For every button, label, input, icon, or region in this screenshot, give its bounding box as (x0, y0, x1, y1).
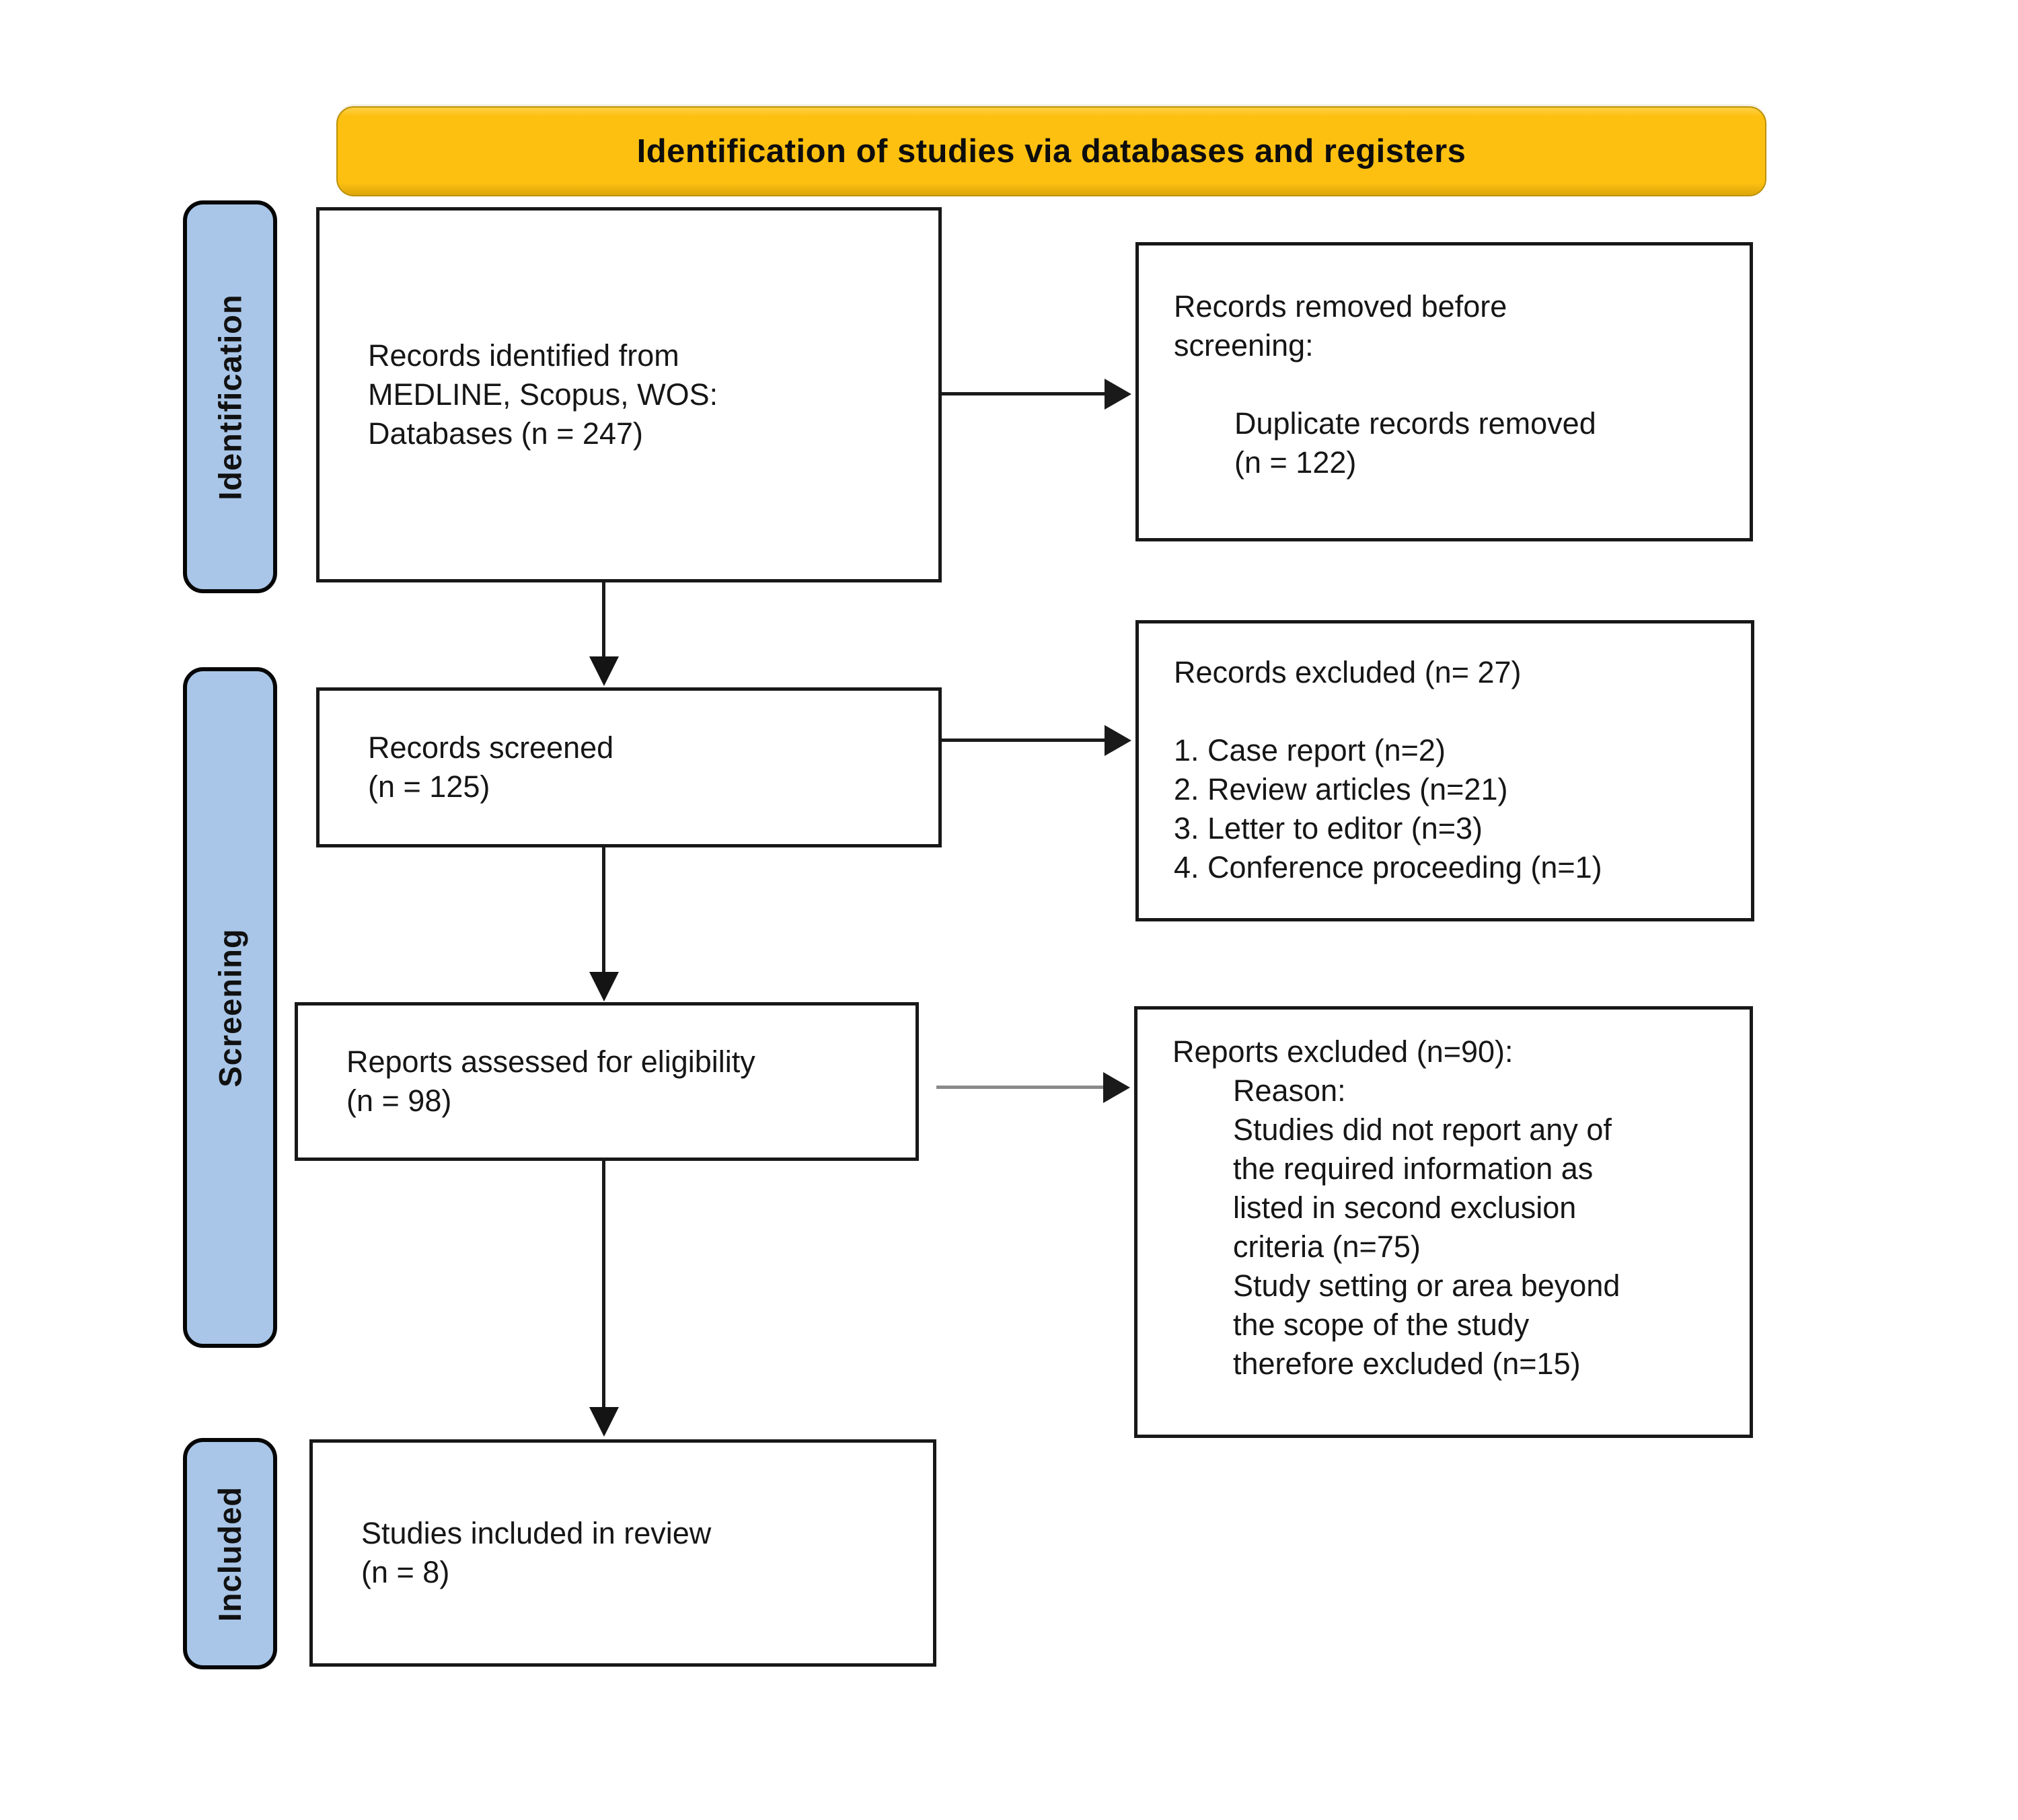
reports-assessed-line: (n = 98) (346, 1084, 452, 1118)
records-excluded-box (1135, 620, 1754, 921)
studies-included-line: (n = 8) (361, 1555, 450, 1589)
reports-excluded-subline: Reason: (1233, 1073, 1346, 1108)
arrow-right-identified-to-removed (942, 392, 1105, 395)
records-identified-line: MEDLINE, Scopus, WOS: (368, 377, 718, 412)
records-identified-line: Databases (n = 247) (368, 416, 643, 451)
arrow-down-screened-to-assessed (602, 847, 605, 972)
reports-excluded-subline: the required information as (1233, 1151, 1594, 1186)
reports-excluded-subline: therefore excluded (n=15) (1233, 1347, 1581, 1381)
studies-included-line: Studies included in review (361, 1516, 712, 1550)
stage-identification-label: Identification (212, 293, 248, 500)
records-excluded-item: 2. Review articles (n=21) (1174, 772, 1508, 806)
arrow-right-screened-to-excluded (942, 738, 1105, 742)
stage-screening-label: Screening (212, 927, 248, 1088)
stage-included (183, 1438, 277, 1669)
reports-excluded-subline: Study setting or area beyond (1233, 1268, 1620, 1303)
arrow-right-assessed-to-excluded (936, 1086, 1103, 1089)
records-identified-box (316, 207, 942, 582)
reports-assessed-box (295, 1002, 919, 1161)
header-banner-label: Identification of studies via databases and registers (636, 133, 1466, 169)
records-removed-subline: (n = 122) (1234, 445, 1357, 480)
records-excluded-item: 1. Case report (n=2) (1174, 733, 1446, 767)
reports-excluded-subline: listed in second exclusion (1233, 1190, 1577, 1225)
records-screened-box (316, 687, 942, 847)
reports-excluded-subline: the scope of the study (1233, 1307, 1530, 1342)
studies-included-box (309, 1439, 936, 1667)
records-removed-line: screening: (1174, 328, 1314, 363)
records-removed-line: Records removed before (1174, 289, 1507, 324)
stage-screening (183, 667, 277, 1348)
records-identified-line: Records identified from (368, 338, 679, 373)
records-excluded-title: Records excluded (n= 27) (1174, 655, 1522, 689)
records-excluded-item: 3. Letter to editor (n=3) (1174, 811, 1483, 845)
spacer (1174, 692, 1737, 731)
stage-included-label: Included (212, 1486, 248, 1622)
reports-excluded-subline: criteria (n=75) (1233, 1229, 1421, 1264)
reports-excluded-title: Reports excluded (n=90): (1172, 1034, 1514, 1069)
reports-excluded-box (1134, 1006, 1753, 1438)
records-excluded-item: 4. Conference proceeding (n=1) (1174, 850, 1602, 884)
reports-assessed-line: Reports assessed for eligibility (346, 1045, 755, 1079)
records-screened-line: Records screened (368, 730, 614, 765)
arrow-down-identified-to-screened (602, 582, 605, 656)
records-screened-line: (n = 125) (368, 769, 490, 804)
records-removed-box (1135, 242, 1753, 541)
header-banner (336, 106, 1766, 196)
stage-identification (183, 200, 277, 593)
arrow-down-assessed-to-included (602, 1161, 605, 1407)
records-removed-subline: Duplicate records removed (1234, 406, 1596, 441)
reports-excluded-subline: Studies did not report any of (1233, 1112, 1612, 1147)
spacer (1174, 365, 1729, 404)
